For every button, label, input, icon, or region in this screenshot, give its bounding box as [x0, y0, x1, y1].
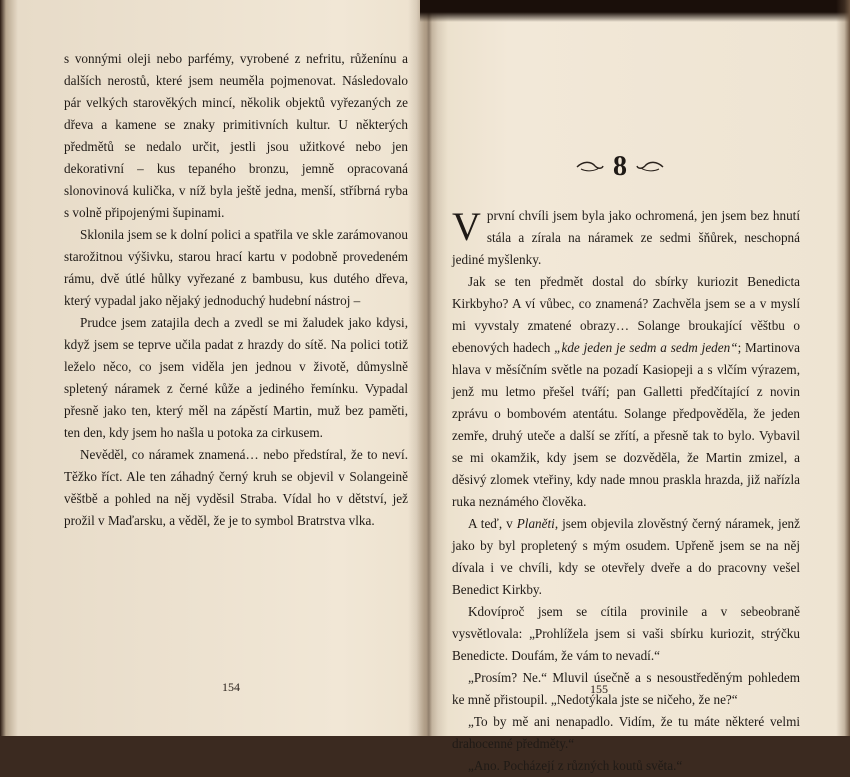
flourish-icon [575, 160, 605, 174]
book-gutter [408, 0, 448, 736]
right-paragraph-4: Kdovíproč jsem se cítila provinile a v sebeobraně vysvětlovala: „Prohlížela jsem si vaši sbírku kuriozit, strýčku Benedicte. Doufám, že vám to nevadí.“ [452, 604, 800, 663]
text-span: Jak se ten předmět dostal do sbírky kuriozit Benedicta Kirkbyho? A ví vůbec, co znamená? Zachvěla jsem se a v myslí mi vyvstaly zmatené obrazy… Solange broukající věštbu o ebenových hadech [452, 274, 800, 355]
right-paragraph-2 [452, 271, 800, 513]
flourish-icon [635, 160, 665, 174]
page-edge [836, 0, 850, 736]
left-paragraph-1: s vonnými oleji nebo parfémy, vyrobené z nefritu, růženínu a dalších nerostů, které jsem neuměla pojmenovat. Následovalo pár velkých starověkých mincí, několik objektů vyřezaných ze dřeva a kamene se znaky primitivních kultur. U některých předmětů se nedalo určit, jestli jsou užitkové nebo jen dekorativní – kus tepaného bronzu, jemně opracovaná slonovinová kulička, v níž byla ještě jedna, menší, stříbrná ryba s volně připojenými šupinami. [64, 51, 408, 220]
right-paragraph-6: „To by mě ani nenapadlo. Vidím, že tu máte některé velmi drahocenné předměty.“ [452, 714, 800, 751]
page-number-right: 155 [590, 682, 608, 696]
text-span: , jsem objevila zlověstný černý náramek, jenž jako by byl propletený s mým osudem. Upřeně jsem se na něj dívala i ve chvíli, kdy se otevřely dveře a do pracovny vešel Benedict Kirkby. [452, 516, 800, 597]
right-paragraph-5: „Prosím? Ne.“ Mluvil úsečně a s nesoustředěným pohledem ke mně přistoupil. „Nedotýkala jste se ničeho, že ne?“ [452, 670, 800, 707]
right-paragraph-7: „Ano. Pocházejí z různých koutů světa.“ [468, 758, 683, 773]
right-paragraph-3 [452, 513, 800, 601]
drop-cap: V [452, 204, 481, 249]
right-paragraph-1-text: první chvíli jsem byla jako ochromená, jen jsem bez hnutí stála a zírala na náramek ze sedmi šňůrek, neschopná jediné myšlenky. [452, 208, 800, 267]
text-span: ; Martinova hlava v měsíčním světle na pozadí Kasiopeji a s vlčím výrazem, jenž mu letmo přešel tváří; pan Galletti předčítající z novin zprávu o bombovém atentátu. Solange předpověděla, že jeden zemře, druhý uteče a další se zřítí, a přesně tak to bylo. Vybavil se mi okamžik, kdy jsem se dozvěděla, že Martin zmizel, a děsivý zlomek vteřiny, kdy nade mnou praskla hrazda, již nařízla ruka neznámého člověka. [452, 340, 800, 509]
text-span: A teď, v [468, 516, 517, 531]
chapter-heading [560, 150, 680, 184]
left-paragraph-2: Sklonila jsem se k dolní polici a spatřila ve skle zarámovanou starožitnou výšivku, starou hrací kartu v podobně provedeném rámu, dvě útlé hůlky vyřezané z bambusu, kus dutého dřeva, který vypadal jako nějaký jednoduchý hudební nástroj – [64, 227, 408, 308]
left-paragraph-3: Prudce jsem zatajila dech a zvedl se mi žaludek jako kdysi, když jsem se teprve učila padat z hrazdy do sítě. Na polici totiž leželo něco, co jsem viděla jen jednou v životě, důmyslně spletený náramek z černé kůže a jediného řemínku. Vypadal přesně jako ten, který měl na zápěstí Martin, muž bez paměti, ten den, kdy jsem ho našla u potoka za cirkusem. [64, 315, 408, 440]
left-paragraph-4: Nevěděl, co náramek znamená… nebo předstíral, že to neví. Těžko říct. Ale ten záhadný černý kruh se objevil v Solangeině věštbě a pohled na něj vyděsil Straba. Vídal ho v dětství, jež prožil v Maďarsku, a věděl, že je to symbol Bratrstva vlka. [64, 447, 408, 528]
place-name: Planěti [516, 516, 555, 531]
top-shadow [420, 0, 850, 22]
page-number-left: 154 [222, 680, 240, 694]
quoted-prophecy: „kde jeden je sedm a sedm jeden“ [554, 340, 738, 355]
right-paragraph-1 [452, 205, 800, 271]
left-page [64, 48, 408, 532]
right-page [452, 205, 800, 777]
chapter-number: 8 [613, 151, 627, 182]
